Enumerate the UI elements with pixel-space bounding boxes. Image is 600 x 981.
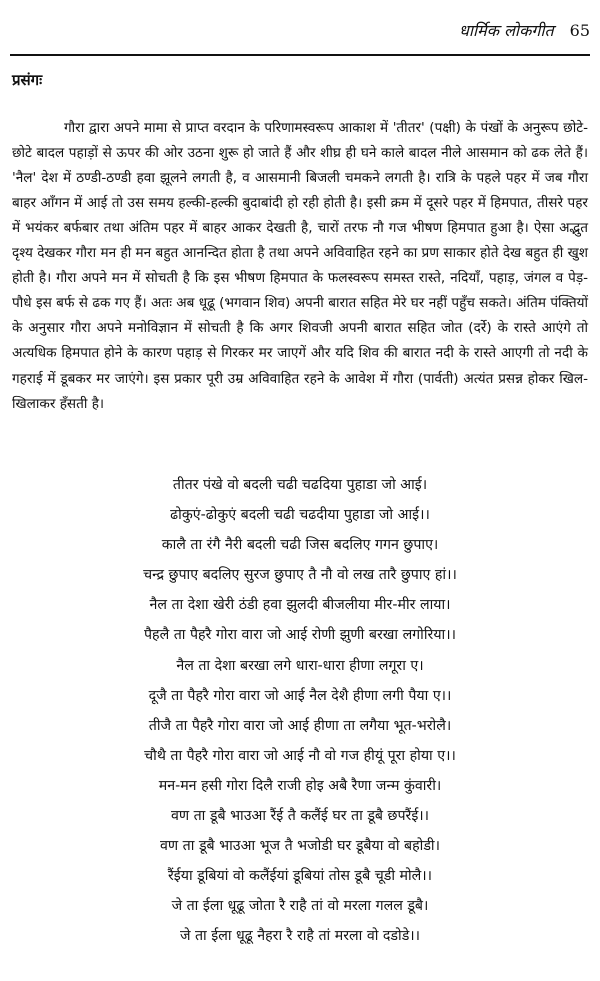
verse-line: वण ता डूबै भाउआ भूज तै भजोडी घर डूबैया वो बहोडी।	[160, 838, 440, 855]
page-number: 65	[569, 21, 590, 40]
verse-line: पैहलै ता पैहरै गोरा वारा जो आई रोणी झुणी बरखा लगोरिया।।	[144, 627, 456, 644]
verse-line: वण ता डूबै भाउआ रैंई तै कलैंई घर ता डूबै छपरैंई।।	[170, 808, 430, 825]
verse-line: दूजै ता पैहरै गोरा वारा जो आई नैल देशै हीणा लगी पैया ए।।	[148, 687, 452, 704]
verse-line: नैल ता देशा खेरी ठंडी हवा झुलदी बीजलीया मीर-मीर लाया।	[149, 597, 451, 614]
verse-line: ढोकुएं-ढोकुएं बदली चढी चढदीया पुहाडा जो आई।।	[170, 507, 430, 524]
running-header	[10, 20, 590, 56]
verse-line: मन-मन हसी गोरा दिलै राजी होइ अबै रैणा जन्म कुंवारी।	[158, 777, 442, 794]
folk-song-verses	[20, 470, 580, 952]
verse-line: तीतर पंखे वो बदली चढी चढदिया पुहाडा जो आई।	[172, 477, 428, 493]
verse-line: रैंईया डूबियां वो कलैंईयां डूबियां तोस डूबै चूडी मोलै।।	[167, 868, 433, 885]
verse-line: कालै ता रंगै नैरी बदली चढी जिस बदलिए गगन छुपाए।	[161, 537, 439, 554]
section-heading: प्रसंगः	[12, 71, 43, 89]
verse-line: चन्द्र छुपाए बदलिए सुरज छुपाए तै नौ वो लख तारै छुपाए हां।।	[143, 567, 457, 584]
verse-line: नैल ता देशा बरखा लगे धारा-धारा हीणा लगूरा ए।	[176, 657, 424, 674]
verse-line: जे ता ईला धूढू नैहरा रै राहै तां मरला वो दडोडे।।	[179, 928, 421, 945]
verse-line: चौथै ता पैहरै गोरा वारा जो आई नौ वो गज हीयूं पूरा होया ए।।	[144, 747, 456, 764]
verse-line: तीजै ता पैहरै गोरा वारा जो आई हीणा ता लगैया भूत-भरोलै।	[148, 717, 452, 734]
header-title: धार्मिक लोकगीत	[459, 21, 554, 40]
verse-line: जे ता ईला धूढू जोता रै राहै तां वो मरला गलल डूबै।	[171, 898, 429, 915]
context-paragraph: गौरा द्वारा अपने मामा से प्राप्त वरदान के परिणामस्वरूप आकाश में 'तीतर' (पक्षी) के पंखों के अनुरूप छोटे-छोटे बादल पहाड़ों से ऊपर की ओर उठना शुरू हो जाते हैं और शीघ्र ही घने काले बादल नीले आसमान को ढक लेते हैं। 'नैल' देश में ठण्डी-ठण्डी हवा झूलने लगती है, व आसमानी बिजली चमकने लगती है। रात्रि के पहले पहर में जब गौरा बाहर आँगन में आई तो उस समय हल्की-हल्की बुदाबांदी हो रही होती है। इसी क्रम में दूसरे पहर में हिमपात, तीसरे पहर में भयंकर बर्फबार तथा अंतिम पहर में बाहर आकर देखती है, चारों तरफ नौ गज भीषण हिमपात हुआ है। ऐसा अद्भुत दृश्य देखकर गौरा मन ही मन बहुत आनन्दित होता है तथा अपने अविवाहित रहने का प्रण साकार होते देख बहुत ही खुश होती है। गौरा अपने मन में सोचती है कि इस भीषण हिमपात के फलस्वरूप समस्त रास्ते, नदियाँ, पहाड़, जंगल व पेड़-पौधे इस बर्फ से ढक गए हैं। अतः अब धूढू (भगवान शिव) अपनी बारात सहित मेरे घर नहीं पहुँच सकते। अंतिम पंक्तियों के अनुसार गौरा अपने मनोविज्ञान में सोचती है कि अगर शिवजी अपनी बारात सहित जोत (दर्रे) के रास्ते आएंगे तो अत्यधिक हिमपात होने के कारण पहाड़ से गिरकर मर जाएगें और यदि शिव की बारात नदी के रास्ते आएगी तो नदी के गहराई में डूबकर मर जाएंगे। इस प्रकार पूरी उम्र अविवाहित रहने के आवेश में गौरा (पार्वती) अत्यंत प्रसन्न होकर खिल-खिलाकर हँसती है।	[12, 119, 588, 412]
